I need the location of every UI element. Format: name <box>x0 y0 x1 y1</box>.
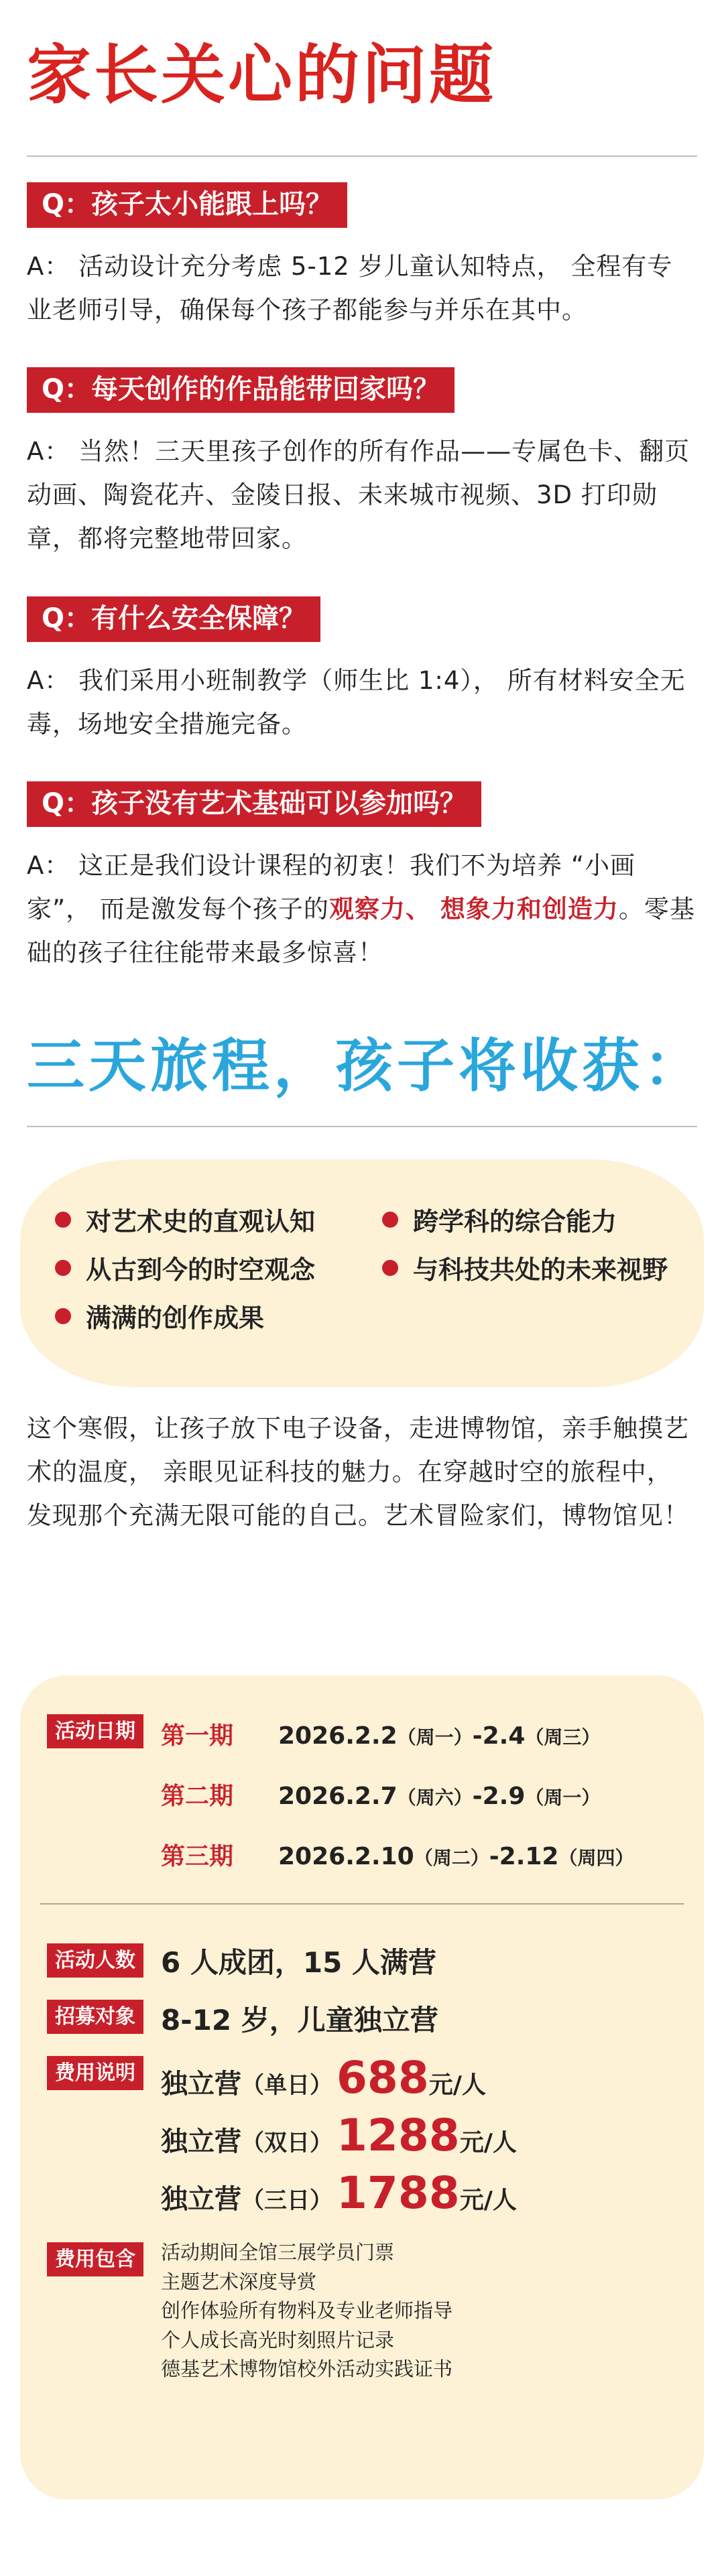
answer-text-part: A： 这正是我们设计课程的初衷！我们不为培养 “小画家”， 而是激发每个孩子的 <box>27 851 636 923</box>
include-item: 个人成长高光时刻照片记录 <box>161 2328 395 2352</box>
price-amount: 688 <box>337 2052 429 2104</box>
gain-item: 从古到今的时空观念 <box>55 1249 315 1286</box>
include-list <box>161 2238 452 2384</box>
date-tag: 活动日期 <box>47 1714 143 1748</box>
include-item: 主题艺术深度导赏 <box>161 2270 317 2293</box>
bullet-dot-icon <box>55 1260 71 1276</box>
question-tag: Q：每天创作的作品能带回家吗？ <box>27 367 455 413</box>
gain-item: 满满的创作成果 <box>55 1297 264 1334</box>
period-row <box>161 1838 634 1872</box>
question-tag: Q：孩子太小能跟上吗？ <box>27 182 347 228</box>
divider <box>40 1903 684 1905</box>
include-item: 德基艺术博物馆校外活动实践证书 <box>161 2358 453 2380</box>
fee-tag: 费用说明 <box>47 2056 143 2090</box>
bullet-dot-icon <box>382 1260 398 1276</box>
price-amount: 1788 <box>337 2167 460 2219</box>
answer-text: A： 当然！三天里孩子创作的所有作品——专属色卡、翻页动画、陶瓷花卉、金陵日报、未来城市视频、3D 打印勋章，都将完整地带回家。 <box>27 437 690 553</box>
faq-item <box>27 182 697 332</box>
price-row: 独立营 （双日） 1288 元/人 <box>161 2110 517 2161</box>
gains-panel <box>20 1159 704 1387</box>
answer-highlight: 观察力、 想象力和创造力 <box>328 894 619 923</box>
price-amount: 1288 <box>337 2110 460 2161</box>
answer-text: A： 我们采用小班制教学（师生比 1:4）， 所有材料安全无毒，场地安全措施完备。 <box>27 666 686 738</box>
answer-text: A： 活动设计充分考虑 5-12 岁儿童认知特点， 全程有专业老师引导，确保每个孩子都能参与并乐在其中。 <box>27 252 673 324</box>
period-date: 2026.2.2（周一）-2.4（周三） <box>278 1722 601 1750</box>
include-item: 活动期间全馆三展学员门票 <box>161 2241 395 2264</box>
people-tag: 活动人数 <box>47 1943 143 1978</box>
target-value: 8-12 岁，儿童独立营 <box>161 2004 438 2037</box>
faq-item <box>27 367 697 560</box>
period-date: 2026.2.10（周二）-2.12（周四） <box>278 1843 634 1870</box>
period-name: 第三期 <box>161 1843 234 1870</box>
faq-item <box>27 596 697 747</box>
bullet-dot-icon <box>382 1212 398 1228</box>
period-row <box>161 1777 600 1811</box>
period-name: 第二期 <box>161 1783 234 1810</box>
people-value: 6 人成团，15 人满营 <box>161 1946 436 1979</box>
period-date: 2026.2.7（周六）-2.9（周一） <box>278 1783 601 1810</box>
divider <box>27 155 697 157</box>
gain-item: 对艺术史的直观认知 <box>55 1201 315 1238</box>
faq-title: 家长关心的问题 <box>27 38 496 113</box>
journey-title: 三天旅程，孩子将收获： <box>27 1033 705 1100</box>
price-row: 独立营 （单日） 688 元/人 <box>161 2052 486 2104</box>
gain-item: 与科技共处的未来视野 <box>382 1249 668 1286</box>
answer-text <box>27 844 697 974</box>
price-row: 独立营 （三日） 1788 元/人 <box>161 2167 517 2219</box>
info-panel <box>20 1675 704 2500</box>
intro-paragraph: 这个寒假，让孩子放下电子设备，走进博物馆，亲手触摸艺术的温度， 亲眼见证科技的魅力。在穿越时空的旅程中， 发现那个充满无限可能的自己。艺术冒险家们，博物馆见！ <box>27 1414 689 1530</box>
gain-item: 跨学科的综合能力 <box>382 1201 617 1238</box>
include-item: 创作体验所有物料及专业老师指导 <box>161 2299 453 2322</box>
question-tag: Q：有什么安全保障？ <box>27 596 320 642</box>
bullet-dot-icon <box>55 1212 71 1228</box>
include-tag: 费用包含 <box>47 2242 143 2276</box>
bullet-dot-icon <box>55 1308 71 1324</box>
period-name: 第一期 <box>161 1722 234 1750</box>
divider <box>27 1126 697 1127</box>
answer-text-part: 。零基础的孩子往往能带来最多惊喜！ <box>27 894 695 967</box>
faq-item <box>27 781 697 974</box>
target-tag: 招募对象 <box>47 2000 143 2034</box>
period-row <box>161 1717 600 1751</box>
question-tag: Q：孩子没有艺术基础可以参加吗？ <box>27 781 481 827</box>
